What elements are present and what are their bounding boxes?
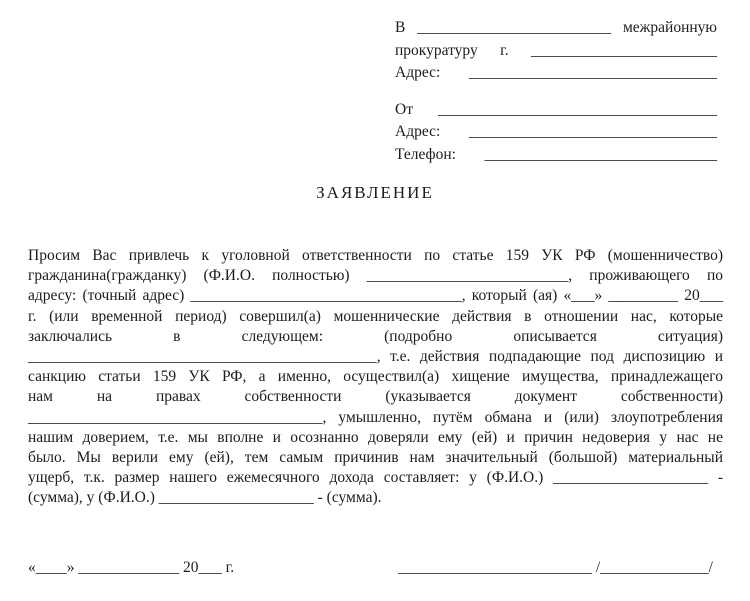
document-footer (28, 558, 713, 578)
sender-from-line: От ____________________________________ (395, 100, 717, 118)
body-line: нам на правах собственности (указывается документ собственности) (28, 388, 723, 406)
body-line: заключались в следующем: (подробно описывается ситуация) (28, 327, 723, 345)
body-line: ______________________________________, умышленно, путём обмана и (или) злоупотребления (28, 408, 723, 426)
recipient-city-line: прокуратуру г. ________________________ (395, 41, 717, 59)
date-blank-line: «____» _____________ 20___ г. (28, 559, 235, 576)
body-line: г. (или временной период) совершил(а) мошеннические действия в отношении нас, которые (28, 307, 723, 325)
body-line: нашим доверием, т.е. мы вполне и осознанно доверяли ему (ей) и причин недоверия у нас не (28, 428, 723, 446)
body-line: _____________________________________________, т.е. действия подпадающие под диспозицию и (28, 348, 723, 366)
recipient-prosecutor-line: В _________________________ межрайонную (395, 19, 717, 36)
sender-phone-line: Телефон: ______________________________ (395, 145, 717, 163)
body-line: было. Мы верили ему (ей), тем самым причинив нам значительный (большой) материальный (28, 449, 723, 467)
body-line: гражданина(гражданку) (Ф.И.О. полностью) __________________________, проживающего по (28, 267, 723, 285)
sender-address-line: Адрес: ________________________________ (395, 123, 717, 140)
document-header (395, 17, 717, 166)
body-line: санкцию статьи 159 УК РФ, а именно, осуществил(а) хищение имущества, принадлежащего (28, 368, 723, 386)
signature-blank-line: _________________________ /______________/ (398, 559, 713, 576)
body-line: (сумма), у (Ф.И.О.) ____________________ - (сумма). (28, 489, 382, 507)
statement-body (28, 246, 723, 509)
body-line: адресу: (точный адрес) ___________________________________, который (ая) «___» _________ 20___ (28, 287, 723, 305)
document-title: ЗАЯВЛЕНИЕ (316, 183, 434, 202)
recipient-address-line: Адрес: ________________________________ (395, 64, 717, 81)
body-line: ущерб, т.к. размер нашего ежемесячного дохода составляет: у (Ф.И.О.) ____________________ - (28, 469, 723, 487)
header-spacer (395, 85, 717, 99)
body-line: Просим Вас привлечь к уголовной ответственности по статье 159 УК РФ (мошенничество) (28, 247, 723, 264)
